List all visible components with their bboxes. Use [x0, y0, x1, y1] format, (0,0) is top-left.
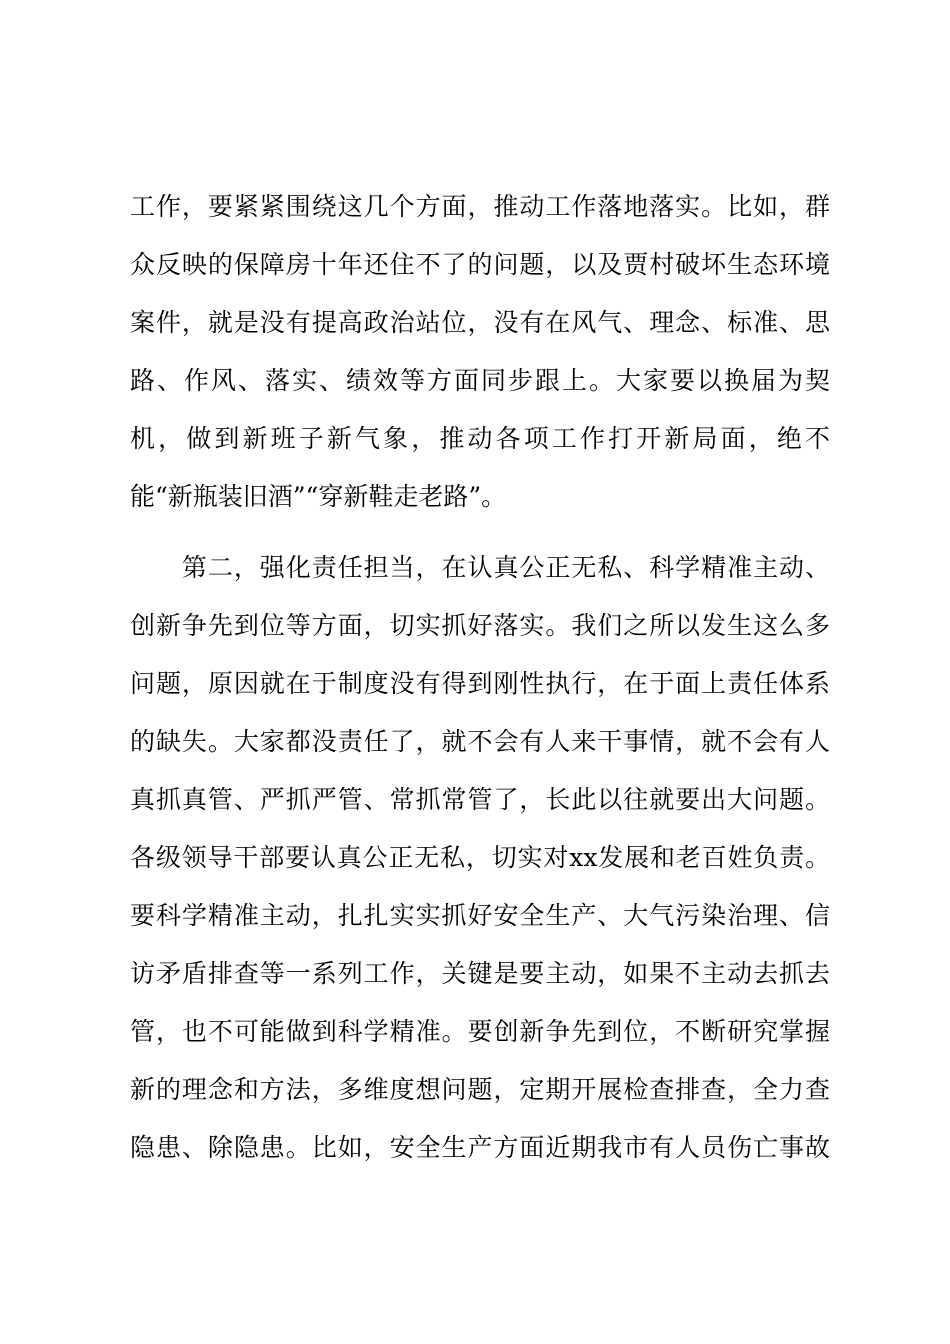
text-line: 案件，就是没有提高政治站位，没有在风气、理念、标准、思 [130, 308, 830, 337]
text-line: 机，做到新班子新气象，推动各项工作打开新局面，绝不 [130, 424, 830, 453]
paragraph-2 [130, 539, 830, 1177]
text-line: 能“新瓶装旧酒”“穿新鞋走老路”。 [130, 482, 507, 511]
text-line: 各级领导干部要认真公正无私，切实对xx发展和老百姓负责。 [130, 843, 830, 872]
text-line: 新的理念和方法，多维度想问题，定期开展检查排查，全力查 [130, 1075, 830, 1104]
text-line: 众反映的保障房十年还住不了的问题，以及贾村破坏生态环境 [130, 250, 830, 279]
text-line: 管，也不可能做到科学精准。要创新争先到位，不断研究掌握 [130, 1017, 830, 1046]
text-line: 第二，强化责任担当，在认真公正无私、科学精准主动、 [130, 553, 830, 582]
text-line: 隐患、除隐患。比如，安全生产方面近期我市有人员伤亡事故 [130, 1133, 830, 1162]
text-line: 的缺失。大家都没责任了，就不会有人来干事情，就不会有人 [130, 727, 830, 756]
text-line: 访矛盾排查等一系列工作，关键是要主动，如果不主动去抓去 [130, 959, 830, 988]
text-line: 要科学精准主动，扎扎实实抓好安全生产、大气污染治理、信 [130, 901, 830, 930]
text-line: 工作，要紧紧围绕这几个方面，推动工作落地落实。比如，群 [130, 192, 830, 221]
text-line: 路、作风、落实、绩效等方面同步跟上。大家要以换届为契 [130, 366, 830, 395]
paragraph-1 [130, 178, 830, 526]
text-line: 创新争先到位等方面，切实抓好落实。我们之所以发生这么多 [130, 611, 830, 640]
text-line: 真抓真管、严抓严管、常抓常管了，长此以往就要出大问题。 [130, 785, 830, 814]
text-line: 问题，原因就在于制度没有得到刚性执行，在于面上责任体系 [130, 669, 830, 698]
